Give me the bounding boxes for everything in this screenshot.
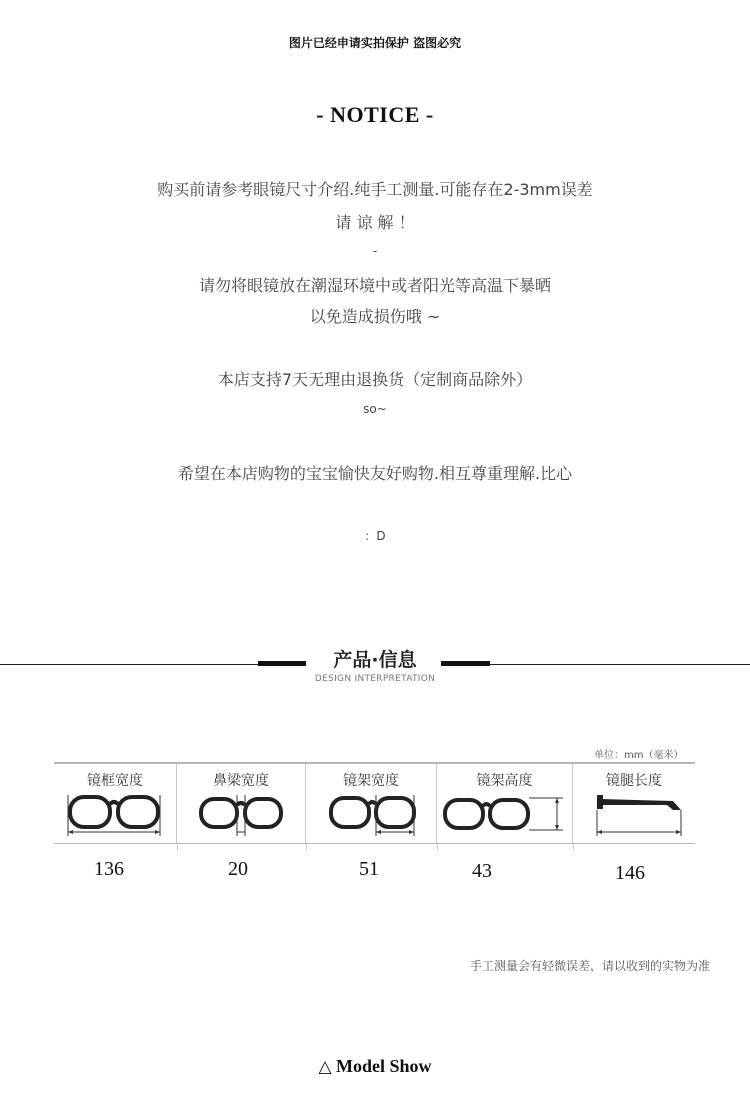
- bridge-width-icon: [177, 792, 305, 842]
- model-show-heading: [0, 1056, 750, 1077]
- measure-cell-lens-width: [306, 764, 437, 843]
- section-divider-right-accent: [441, 661, 490, 666]
- triangle-icon: △: [318, 1057, 332, 1077]
- notice-line: 购买前请参考眼镜尺寸介绍.纯手工测量.可能存在2-3mm误差: [157, 180, 593, 199]
- measure-value-temple-length: 146: [615, 862, 645, 884]
- notice-line: 请勿将眼镜放在潮湿环境中或者阳光等高温下暴晒: [198, 276, 551, 295]
- table-tick: [437, 842, 438, 850]
- section-divider-right: [490, 664, 750, 665]
- measure-cell-lens-height: [437, 764, 573, 843]
- measure-label: 鼻梁宽度: [213, 773, 269, 789]
- unit-label: 单位：mm（毫米）: [594, 750, 684, 761]
- section-title: 产品·信息: [333, 649, 417, 671]
- notice-line: 本店支持7天无理由退换货（定制商品除外）: [217, 370, 533, 389]
- notice-title: - NOTICE -: [316, 102, 434, 127]
- frame-width-icon: [54, 792, 176, 842]
- notice-line: so~: [363, 402, 387, 416]
- measure-label: 镜框宽度: [87, 773, 143, 789]
- notice-line: 以免造成损伤哦 ~: [309, 307, 441, 326]
- notice-line: -: [372, 244, 378, 258]
- measure-label: 镜架高度: [476, 773, 533, 789]
- measurement-disclaimer: 手工测量会有轻微误差，请以收到的实物为准: [469, 959, 710, 973]
- measurement-table: [54, 762, 695, 844]
- lens-width-icon: [306, 792, 436, 842]
- measure-label: 镜腿长度: [606, 773, 662, 789]
- notice-line: 请 谅 解 ！: [335, 213, 415, 232]
- lens-height-icon: [437, 792, 572, 842]
- copyright-notice: 图片已经申请实拍保护 盗图必究: [288, 36, 462, 50]
- measure-cell-temple-length: [573, 764, 695, 843]
- measure-cell-bridge-width: [177, 764, 306, 843]
- section-subtitle: DESIGN INTERPRETATION: [314, 674, 436, 684]
- table-tick: [573, 842, 574, 850]
- temple-length-icon: [573, 792, 695, 842]
- measure-value-bridge-width: 20: [228, 858, 248, 880]
- measure-value-lens-height: 43: [472, 860, 492, 882]
- notice-line: 希望在本店购物的宝宝愉快友好购物.相互尊重理解.比心: [177, 464, 573, 483]
- measure-cell-frame-width: [54, 764, 177, 843]
- notice-line: ：D: [364, 529, 386, 543]
- measure-value-lens-width: 51: [359, 858, 379, 880]
- table-tick: [177, 842, 178, 850]
- table-tick: [306, 842, 307, 850]
- measure-label: 镜架宽度: [343, 773, 399, 789]
- model-show-label: Model Show: [336, 1056, 432, 1076]
- measure-value-frame-width: 136: [94, 858, 124, 880]
